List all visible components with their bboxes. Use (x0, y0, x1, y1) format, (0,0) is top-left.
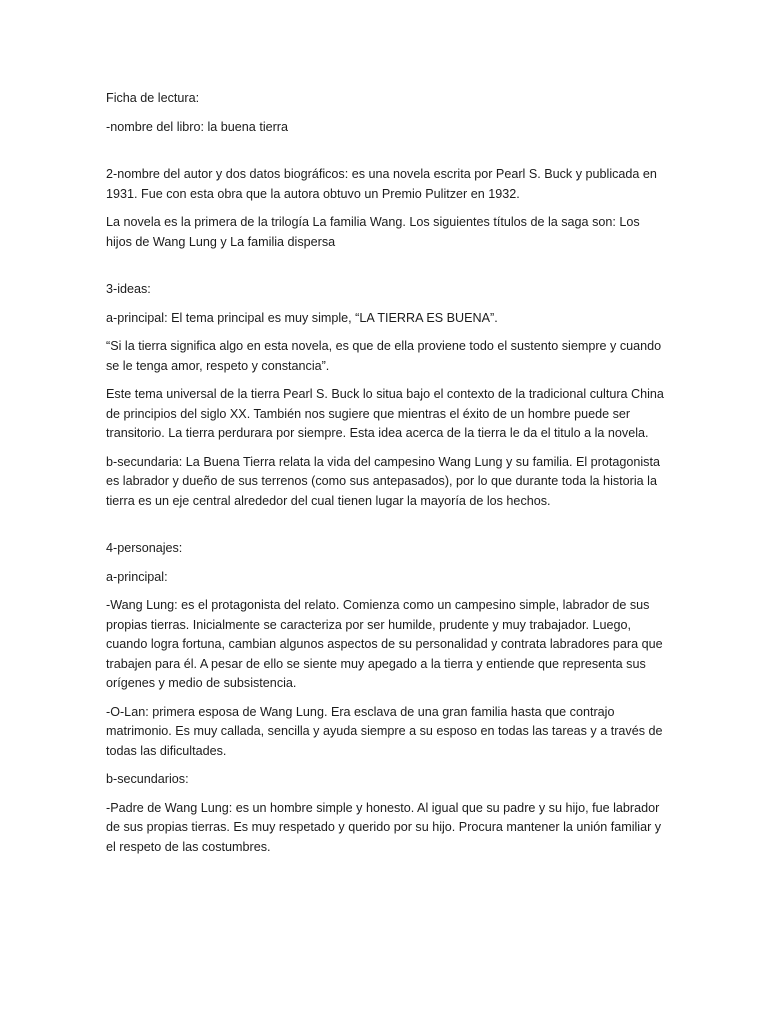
idea-principal-paragraph: a-principal: El tema principal es muy simple, “LA TIERRA ES BUENA”. (106, 310, 498, 325)
author-paragraph: 2-nombre del autor y dos datos biográficos: es una novela escrita por Pearl S. Buck y publicada en 1931. Fue con esta obra que la autora obtuvo un Premio Pulitzer en 1932. (106, 167, 657, 201)
ideas-heading: 3-ideas: (106, 282, 151, 296)
wang-lung-paragraph: -Wang Lung: es el protagonista del relato. Comienza como un campesino simple, labrador de sus propias tierras. Inicialmente se caracteriza por ser humilde, prudente y muy trabajador. Luego, cuando logra fortuna, cambian algunos aspectos de su personalidad y contrata labradores para que trabajen para él. A pesar de ello se siente muy apegado a la tierra y entiende que representa sus orígenes y medio de subsistencia. (106, 598, 663, 690)
document-body (106, 89, 666, 866)
blank-line (106, 146, 666, 165)
blank-line (106, 520, 666, 539)
idea-secundaria-paragraph: b-secundaria: La Buena Tierra relata la vida del campesino Wang Lung y su familia. El protagonista es labrador y dueño de sus terrenos (como sus antepasados), por lo que durante toda la historia la tierra es un eje central alrededor del cual tienen lugar la mayoría de los hechos. (106, 454, 660, 508)
book-name-line: -nombre del libro: la buena tierra (106, 119, 289, 134)
personajes-secundarios-heading: b-secundarios: (106, 772, 189, 786)
blank-line (106, 261, 666, 280)
o-lan-paragraph: -O-Lan: primera esposa de Wang Lung. Era esclava de una gran familia hasta que contrajo matrimonio. Es muy callada, sencilla y ayuda siempre a su esposo en todas las tareas y a través de todas las dificultades. (106, 704, 663, 758)
document-heading: Ficha de lectura: (106, 91, 200, 105)
idea-context-paragraph: Este tema universal de la tierra Pearl S. Buck lo situa bajo el contexto de la tradicional cultura China de principios del siglo XX. También nos sugiere que mientras el éxito de un hombre puede ser transitorio. La tierra perdurara por siempre. Esta idea acerca de la tierra le da el titulo a la novela. (106, 387, 664, 440)
trilogy-paragraph: La novela es la primera de la trilogía La familia Wang. Los siguientes títulos de la saga son: Los hijos de Wang Lung y La familia dispersa (106, 215, 640, 249)
personajes-heading: 4-personajes: (106, 541, 183, 555)
idea-quote-paragraph: “Si la tierra significa algo en esta novela, es que de ella proviene todo el sustento siempre y cuando se le tenga amor, respeto y constancia”. (106, 339, 662, 373)
personajes-principal-heading: a-principal: (106, 569, 168, 584)
padre-paragraph: -Padre de Wang Lung: es un hombre simple y honesto. Al igual que su padre y su hijo, fue labrador de sus propias tierras. Es muy respetado y querido por su hijo. Procura mantener la unión familiar y el respeto de las costumbres. (106, 800, 662, 854)
